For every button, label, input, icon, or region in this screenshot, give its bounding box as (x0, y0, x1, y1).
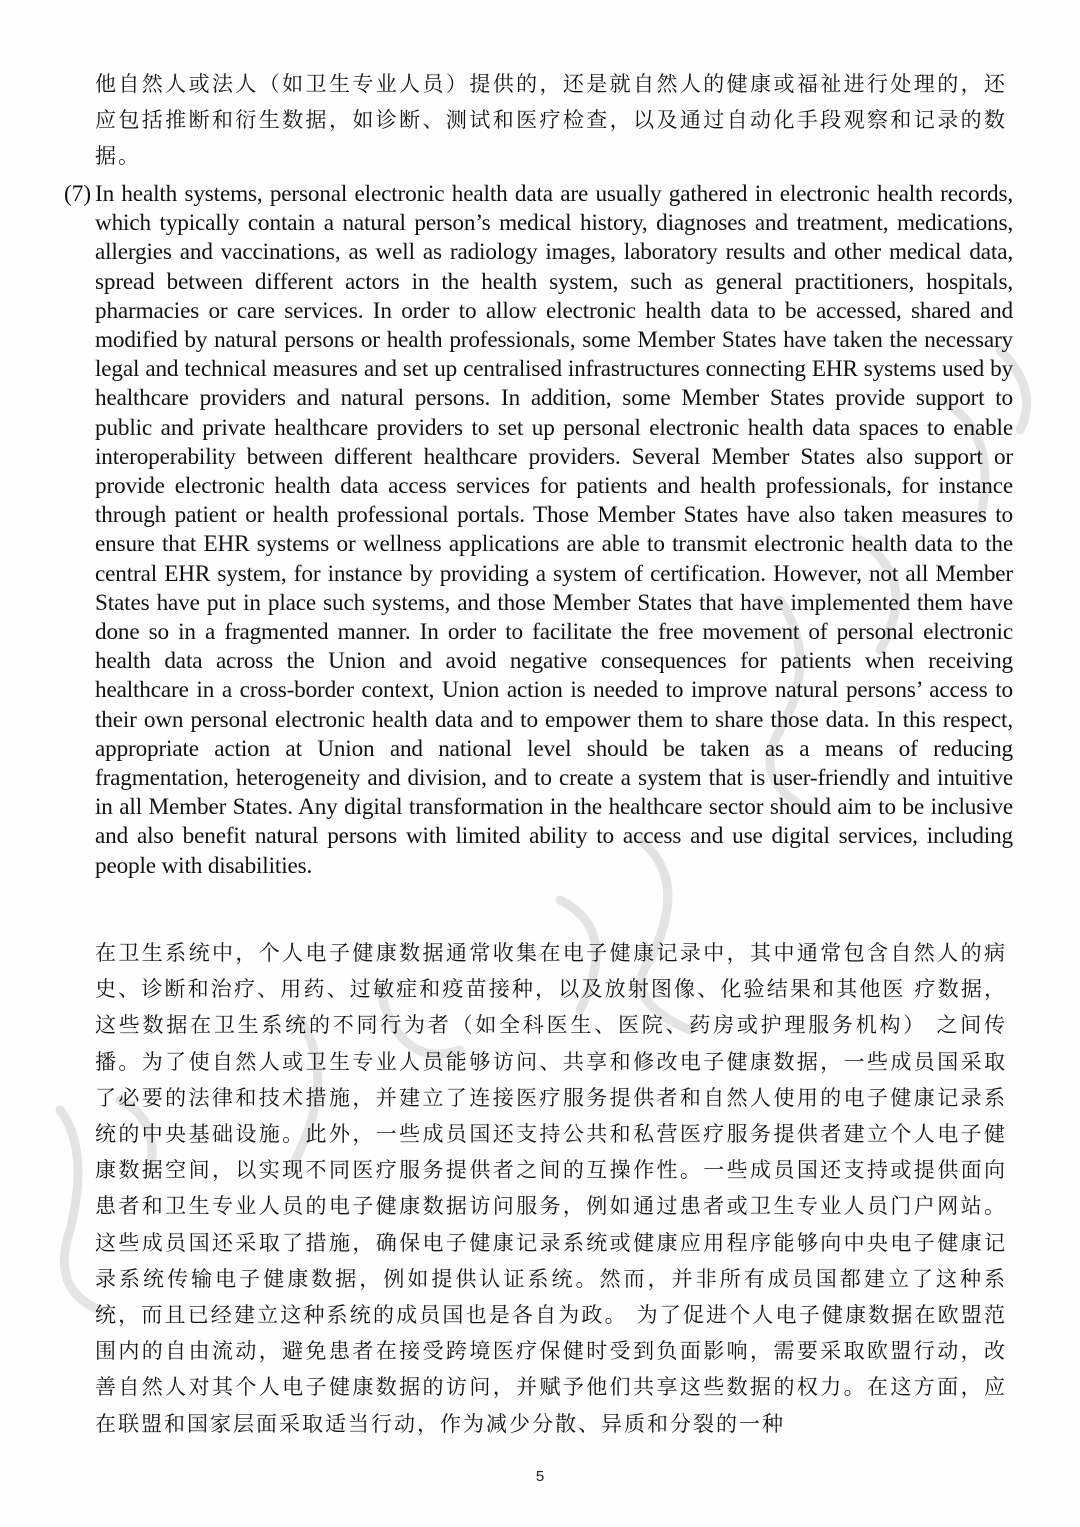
paragraph-number: (7) (64, 181, 92, 207)
english-paragraph: In health systems, personal electronic health data are usually gathered in electronic health records, which typically contain a natural person’s medical history, diagnoses and treatment, medications, allergies and vaccinations, as well as radiology images, laboratory results and other medical data, spread between different actors in the health system, such as general practitioners, hospitals, pharmacies or care services. In order to allow electronic health data to be accessed, shared and modified by natural persons or health professionals, some Member States have taken the necessary legal and technical measures and set up centralised infrastructures connecting EHR systems used by healthcare providers and natural persons. In addition, some Member States provide support to public and private healthcare providers to set up personal electronic health data spaces to enable interoperability between different healthcare providers. Several Member States also support or provide electronic health data access services for patients and health professionals, for instance through patient or health professional portals. Those Member States have also taken measures to ensure that EHR systems or wellness applications are able to transmit electronic health data to the central EHR system, for instance by providing a system of certification. However, not all Member States have put in place such systems, and those Member States that have implemented them have done so in a fragmented manner. In order to facilitate the free movement of personal electronic health data across the Union and avoid negative consequences for patients when receiving healthcare in a cross-border context, Union action is needed to improve natural persons’ access to their own personal electronic health data and to empower them to share those data. In this respect, appropriate action at Union and national level should be taken as a means of reducing fragmentation, heterogeneity and division, and to create a system that is user-friendly and intuitive in all Member States. Any digital transformation in the healthcare sector should aim to be inclusive and also benefit natural persons with limited ability to access and use digital services, including people with disabilities. (95, 181, 1013, 879)
chinese-paragraph-bottom: 在卫生系统中，个人电子健康数据通常收集在电子健康记录中，其中通常包含自然人的病史、诊断和治疗、用药、过敏症和疫苗接种，以及放射图像、化验结果和其他医 疗数据，这些数据在卫生系统的不同行为者（如全科医生、医院、药房或护理服务机构） 之间传播。为了使自然人或卫生专业人员能够访问、共享和修改电子健康数据，一些成员国采取了必要的法律和技术措施，并建立了连接医疗服务提供者和自然人使用的电子健康记录系统的中央基础设施。此外，一些成员国还支持公共和私营医疗服务提供者建立个人电子健康数据空间，以实现不同医疗服务提供者之间的互操作性。一些成员国还支持或提供面向患者和卫生专业人员的电子健康数据访问服务，例如通过患者或卫生专业人员门户网站。这些成员国还采取了措施，确保电子健康记录系统或健康应用程序能够向中央电子健康记录系统传输电子健康数据，例如提供认证系统。然而，并非所有成员国都建立了这种系统，而且已经建立这种系统的成员国也是各自为政。 为了促进个人电子健康数据在欧盟范围内的自由流动，避免患者在接受跨境医疗保健时受到负面影响，需要采取欧盟行动，改善自然人对其个人电子健康数据的访问，并赋予他们共享这些数据的权力。在这方面，应在联盟和国家层面采取适当行动，作为减少分散、异质和分裂的一种 (95, 941, 1007, 1436)
page-number: 5 (535, 1468, 545, 1485)
chinese-paragraph-top: 他自然人或法人（如卫生专业人员）提供的，还是就自然人的健康或福祉进行处理的，还应包括推断和衍生数据，如诊断、测试和医疗检查，以及通过自动化手段观察和记录的数据。 (95, 72, 1007, 168)
